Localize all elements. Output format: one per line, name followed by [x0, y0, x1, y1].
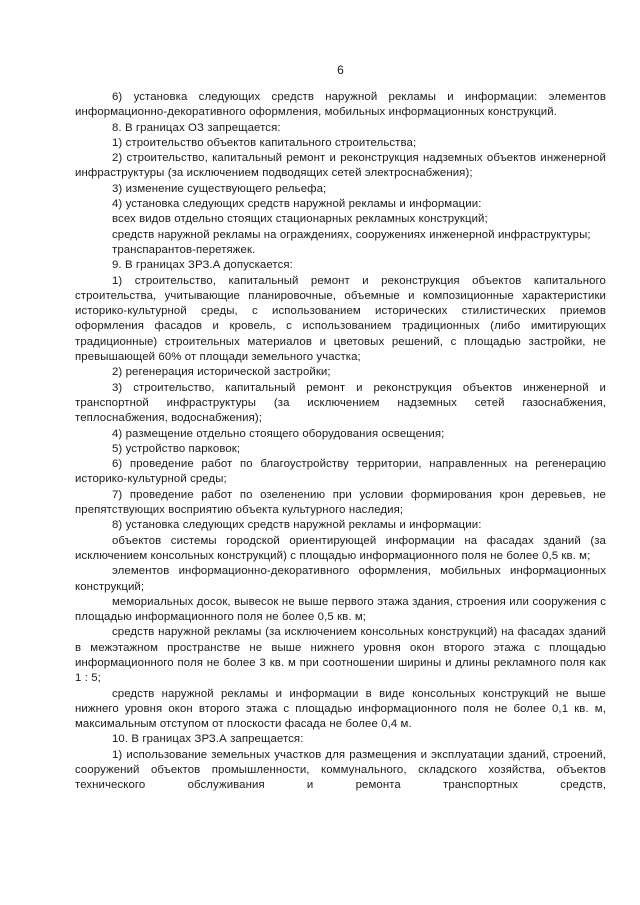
paragraph-zrz-allowed-heading: 9. В границах ЗРЗ.А допускается: [112, 259, 293, 272]
paragraph-oz-4-c: транспарантов-перетяжек. [112, 243, 256, 256]
paragraph-zrz-allowed-8-d: средств наружной рекламы (за исключением консольных конструкций) на фасадах зданий в межэтажном пространстве не выше нижнего уровня окон второго этажа с площадью информационного поля не более 3 кв. м при соотношении ширины и длины рекламного поля как 1 : 5; [75, 626, 606, 685]
paragraph-zrz-allowed-6: 6) проведение работ по благоустройству территории, направленных на регенерацию историко-культурной среды; [75, 458, 606, 486]
paragraph-zrz-allowed-8-a: объектов системы городской ориентирующей информации на фасадах зданий (за исключением консольных конструкций) с площадью информационного поля не более 0,5 кв. м; [75, 534, 606, 562]
paragraph-oz-1: 1) строительство объектов капитального строительства; [112, 136, 417, 149]
paragraph-6-advertising: 6) установка следующих средств наружной рекламы и информации: элементов информационно-декоративного оформления, мобильных информационных конструкций. [75, 91, 606, 119]
paragraph-zrz-allowed-7: 7) проведение работ по озеленению при условии формирования крон деревьев, не препятствующих восприятию объекта культурного наследия; [75, 488, 606, 517]
paragraph-zrz-allowed-1: 1) строительство, капитальный ремонт и реконструкция объектов капитального строительства, учитывающие планировочные, объемные и композиционные характеристики историко-культурной среды, с использованием исторических стилистических приемов оформления фасадов и кровель, с использованием традиционных (либо имитирующих традиционные) строительных материалов и цветовых решений, с площадью застройки, не превышающей 60% от площади земельного участка; [75, 274, 606, 364]
paragraph-oz-4-a: всех видов отдельно стоящих стационарных рекламных конструкций; [112, 213, 488, 226]
paragraph-zrz-allowed-8-e: средств наружной рекламы и информации в виде консольных конструкций не выше нижнего уровня окон второго этажа с площадью информационного поля не более 0,1 кв. м, максимальным отступом от плоскости фасада не более 0,4 м. [75, 687, 606, 731]
paragraph-zrz-allowed-3: 3) строительство, капитальный ремонт и реконструкция объектов инженерной и транспортной инфраструктуры (за исключением надземных сетей газоснабжения, теплоснабжения, водоснабжения); [75, 381, 606, 425]
paragraph-oz-2: 2) строительство, капитальный ремонт и реконструкция надземных объектов инженерной инфраструктуры (за исключением подводящих сетей электроснабжения); [75, 152, 606, 180]
paragraph-oz-4: 4) установка следующих средств наружной рекламы и информации: [112, 198, 482, 211]
paragraph-zrz-prohibited-heading: 10. В границах ЗРЗ.А запрещается: [112, 733, 304, 746]
paragraph-zrz-allowed-4: 4) размещение отдельно стоящего оборудования освещения; [112, 427, 445, 440]
paragraph-zrz-allowed-2: 2) регенерация исторической застройки; [112, 366, 331, 379]
paragraph-zrz-allowed-8-c: мемориальных досок, вывесок не выше первого этажа здания, строения или сооружения с площадью информационного поля не более 0,5 кв. м; [75, 595, 606, 624]
paragraph-oz-4-b: средств наружной рекламы на ограждениях, сооружениях инженерной инфраструктуры; [112, 228, 591, 241]
paragraph-oz-prohibited-heading: 8. В границах ОЗ запрещается: [112, 121, 281, 134]
paragraph-zrz-allowed-8: 8) установка следующих средств наружной рекламы и информации: [112, 519, 482, 532]
paragraph-zrz-allowed-5: 5) устройство парковок; [112, 442, 241, 455]
paragraph-zrz-allowed-8-b: элементов информационно-декоративного оформления, мобильных информационных конструкций; [75, 565, 606, 593]
paragraph-oz-3: 3) изменение существующего рельефа; [112, 182, 327, 195]
paragraph-zrz-prohibited-1: 1) использование земельных участков для размещения и эксплуатации зданий, строений, сооружений объектов промышленности, коммунального, складского хозяйства, объектов технического обслуживания и ремонта транспортных средств, [75, 748, 606, 792]
page-number: 6 [337, 63, 344, 77]
